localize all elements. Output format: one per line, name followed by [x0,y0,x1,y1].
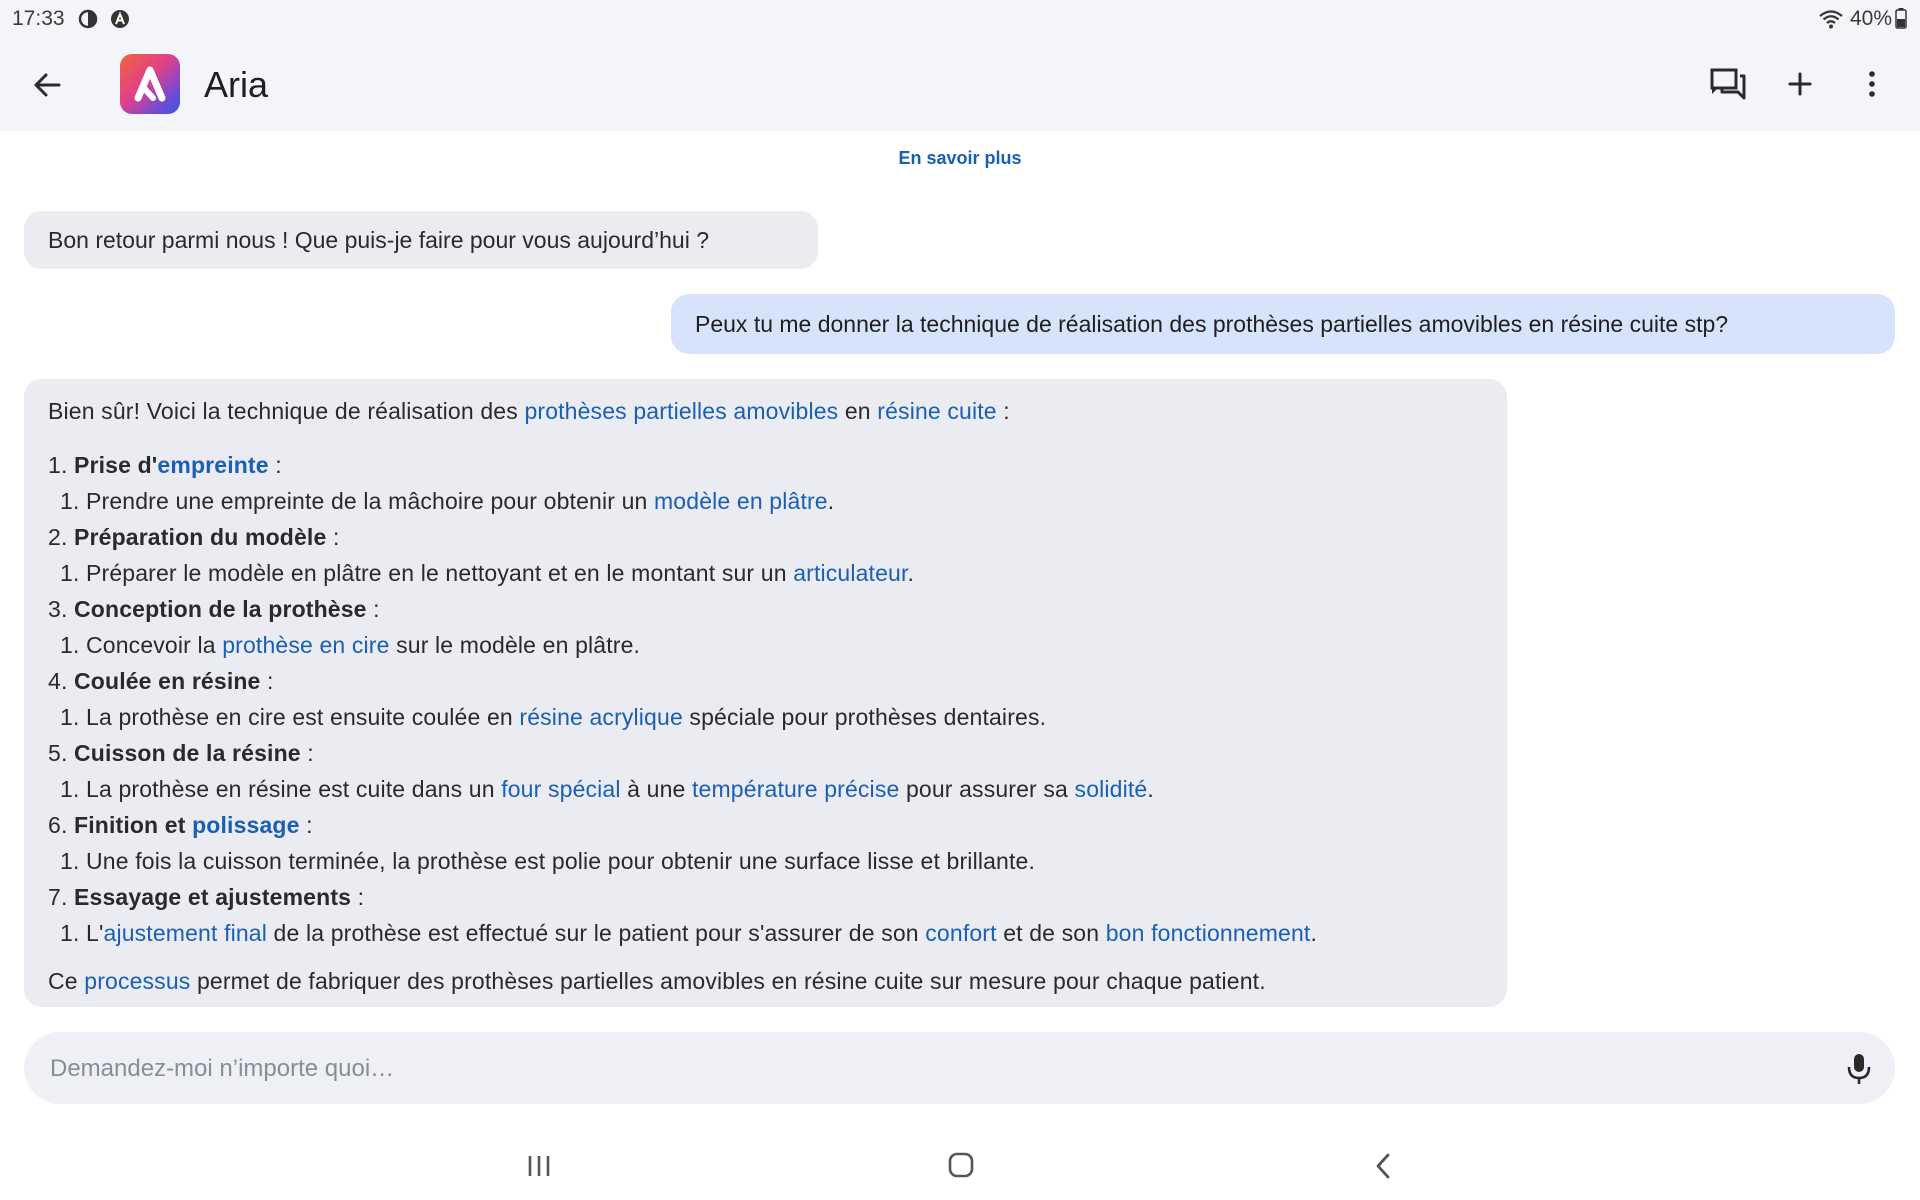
status-bar [0,0,1920,36]
step-colon: : [326,524,340,550]
step-detail-text: de la prothèse est effectué sur le patient pour s'assurer de son [267,920,926,946]
answer-intro-text: en [838,398,878,424]
battery-percentage: 40% [1850,7,1893,30]
message-input-bar [24,1032,1895,1104]
link-four-special[interactable]: four spécial [501,776,621,802]
step-detail-text: . [827,488,835,514]
step-title-text: Prise d' [74,452,158,478]
answer-outro-text: permet de fabriquer des prothèses partielles amovibles en résine cuite sur mesure pour chaque patient. [190,968,1266,994]
step-title-text: Conception de la prothèse [74,596,367,622]
link-processus[interactable]: processus [84,968,191,994]
step-detail-text: Prendre une empreinte de la mâchoire pour obtenir un [86,488,654,514]
sub-number: 1. [60,848,87,874]
aria-logo [120,54,180,114]
step-title-text: Essayage et ajustements [74,884,352,910]
aria-logo-mark-icon [120,54,180,114]
step-colon: : [366,596,380,622]
link-protheses-partielles-amovibles[interactable]: prothèses partielles amovibles [524,398,839,424]
step-detail-text: La prothèse en cire est ensuite coulée en [86,704,520,730]
step-detail [48,555,1483,591]
step-detail-text: L' [86,920,104,946]
step-detail-text: Une fois la cuisson terminée, la prothèse est polie pour obtenir une surface lisse et brillante. [86,848,1035,874]
link-resine-cuite[interactable]: résine cuite [877,398,997,424]
step-detail-text: Préparer le modèle en plâtre en le nettoyant et en le montant sur un [86,560,794,586]
answer-intro-text: Bien sûr! Voici la technique de réalisation des [48,398,525,424]
step-colon: : [299,812,313,838]
step-colon: : [300,740,314,766]
link-empreinte[interactable]: empreinte [157,452,269,478]
sub-number: 1. [60,632,87,658]
link-modele-en-platre[interactable]: modèle en plâtre [654,488,828,514]
step-number: 6. [48,812,75,838]
step-detail-text: Concevoir la [86,632,223,658]
step-number: 1. [48,452,75,478]
step-colon: : [260,668,274,694]
wifi-icon [1818,8,1844,30]
more-options-icon[interactable] [1852,64,1892,104]
step-colon: : [351,884,365,910]
step-number: 2. [48,524,75,550]
step-title-text: Préparation du modèle [74,524,327,550]
step-title [48,591,1483,627]
answer-intro-text: : [996,398,1010,424]
step-detail-text: et de son [996,920,1106,946]
link-polissage[interactable]: polissage [192,812,300,838]
step-detail-text: . [1147,776,1154,802]
step-title [48,879,1483,915]
nav-back-icon[interactable] [1372,1152,1394,1180]
app-title: Aria [204,64,269,105]
step-detail-text: . [907,560,915,586]
step-detail-text: à une [620,776,693,802]
step-detail-text: La prothèse en résine est cuite dans un [86,776,502,802]
link-temperature-precise[interactable]: température précise [692,776,900,802]
step-detail-text: spéciale pour prothèses dentaires. [682,704,1047,730]
sub-number: 1. [60,488,87,514]
chat-history-icon[interactable] [1708,64,1748,104]
step-title-text: Coulée en résine [74,668,261,694]
user-question-message: Peux tu me donner la technique de réalisation des prothèses partielles amovibles en résine cuite stp? [671,294,1895,354]
battery-icon [1895,8,1907,29]
recent-apps-icon[interactable] [526,1154,552,1178]
step-detail [48,843,1483,879]
bot-answer-message [24,379,1507,1007]
link-prothese-en-cire[interactable]: prothèse en cire [222,632,390,658]
step-detail-text: pour assurer sa [899,776,1075,802]
step-title [48,519,1483,555]
step-number: 7. [48,884,75,910]
step-title [48,447,1483,483]
status-time: 17:33 [12,7,65,30]
learn-more-link[interactable]: En savoir plus [898,148,1022,168]
app-header [0,36,1920,131]
link-confort[interactable]: confort [925,920,997,946]
step-detail [48,771,1483,807]
link-articulateur[interactable]: articulateur [793,560,908,586]
new-chat-plus-icon[interactable] [1780,64,1820,104]
back-arrow-icon[interactable] [28,66,66,104]
answer-outro [48,963,1483,999]
bot-greeting-message: Bon retour parmi nous ! Que puis-je faire pour vous aujourd’hui ? [24,211,818,269]
step-detail-text: . [1310,920,1318,946]
sub-number: 1. [60,704,87,730]
step-detail [48,915,1483,951]
step-title [48,663,1483,699]
step-title-text: Finition et [74,812,193,838]
step-number: 5. [48,740,75,766]
answer-intro [48,393,1483,429]
link-ajustement-final[interactable]: ajustement final [103,920,268,946]
sub-number: 1. [60,920,87,946]
sub-number: 1. [60,776,87,802]
link-bon-fonctionnement[interactable]: bon fonctionnement [1105,920,1311,946]
system-navigation-bar [0,1140,1920,1200]
step-title [48,807,1483,843]
message-input[interactable] [48,1032,1812,1106]
step-detail [48,699,1483,735]
microphone-icon[interactable] [1844,1052,1874,1086]
step-detail [48,627,1483,663]
step-detail [48,483,1483,519]
sync-status-icon [78,9,98,29]
step-colon: : [268,452,282,478]
step-detail-text: sur le modèle en plâtre. [389,632,641,658]
step-title-text: Cuisson de la résine [74,740,301,766]
notification-status-icon [110,9,130,29]
link-resine-acrylique[interactable]: résine acrylique [519,704,683,730]
answer-outro-text: Ce [48,968,85,994]
link-solidite[interactable]: solidité [1074,776,1148,802]
step-number: 4. [48,668,75,694]
step-title [48,735,1483,771]
home-icon[interactable] [948,1152,974,1178]
sub-number: 1. [60,560,87,586]
step-number: 3. [48,596,75,622]
